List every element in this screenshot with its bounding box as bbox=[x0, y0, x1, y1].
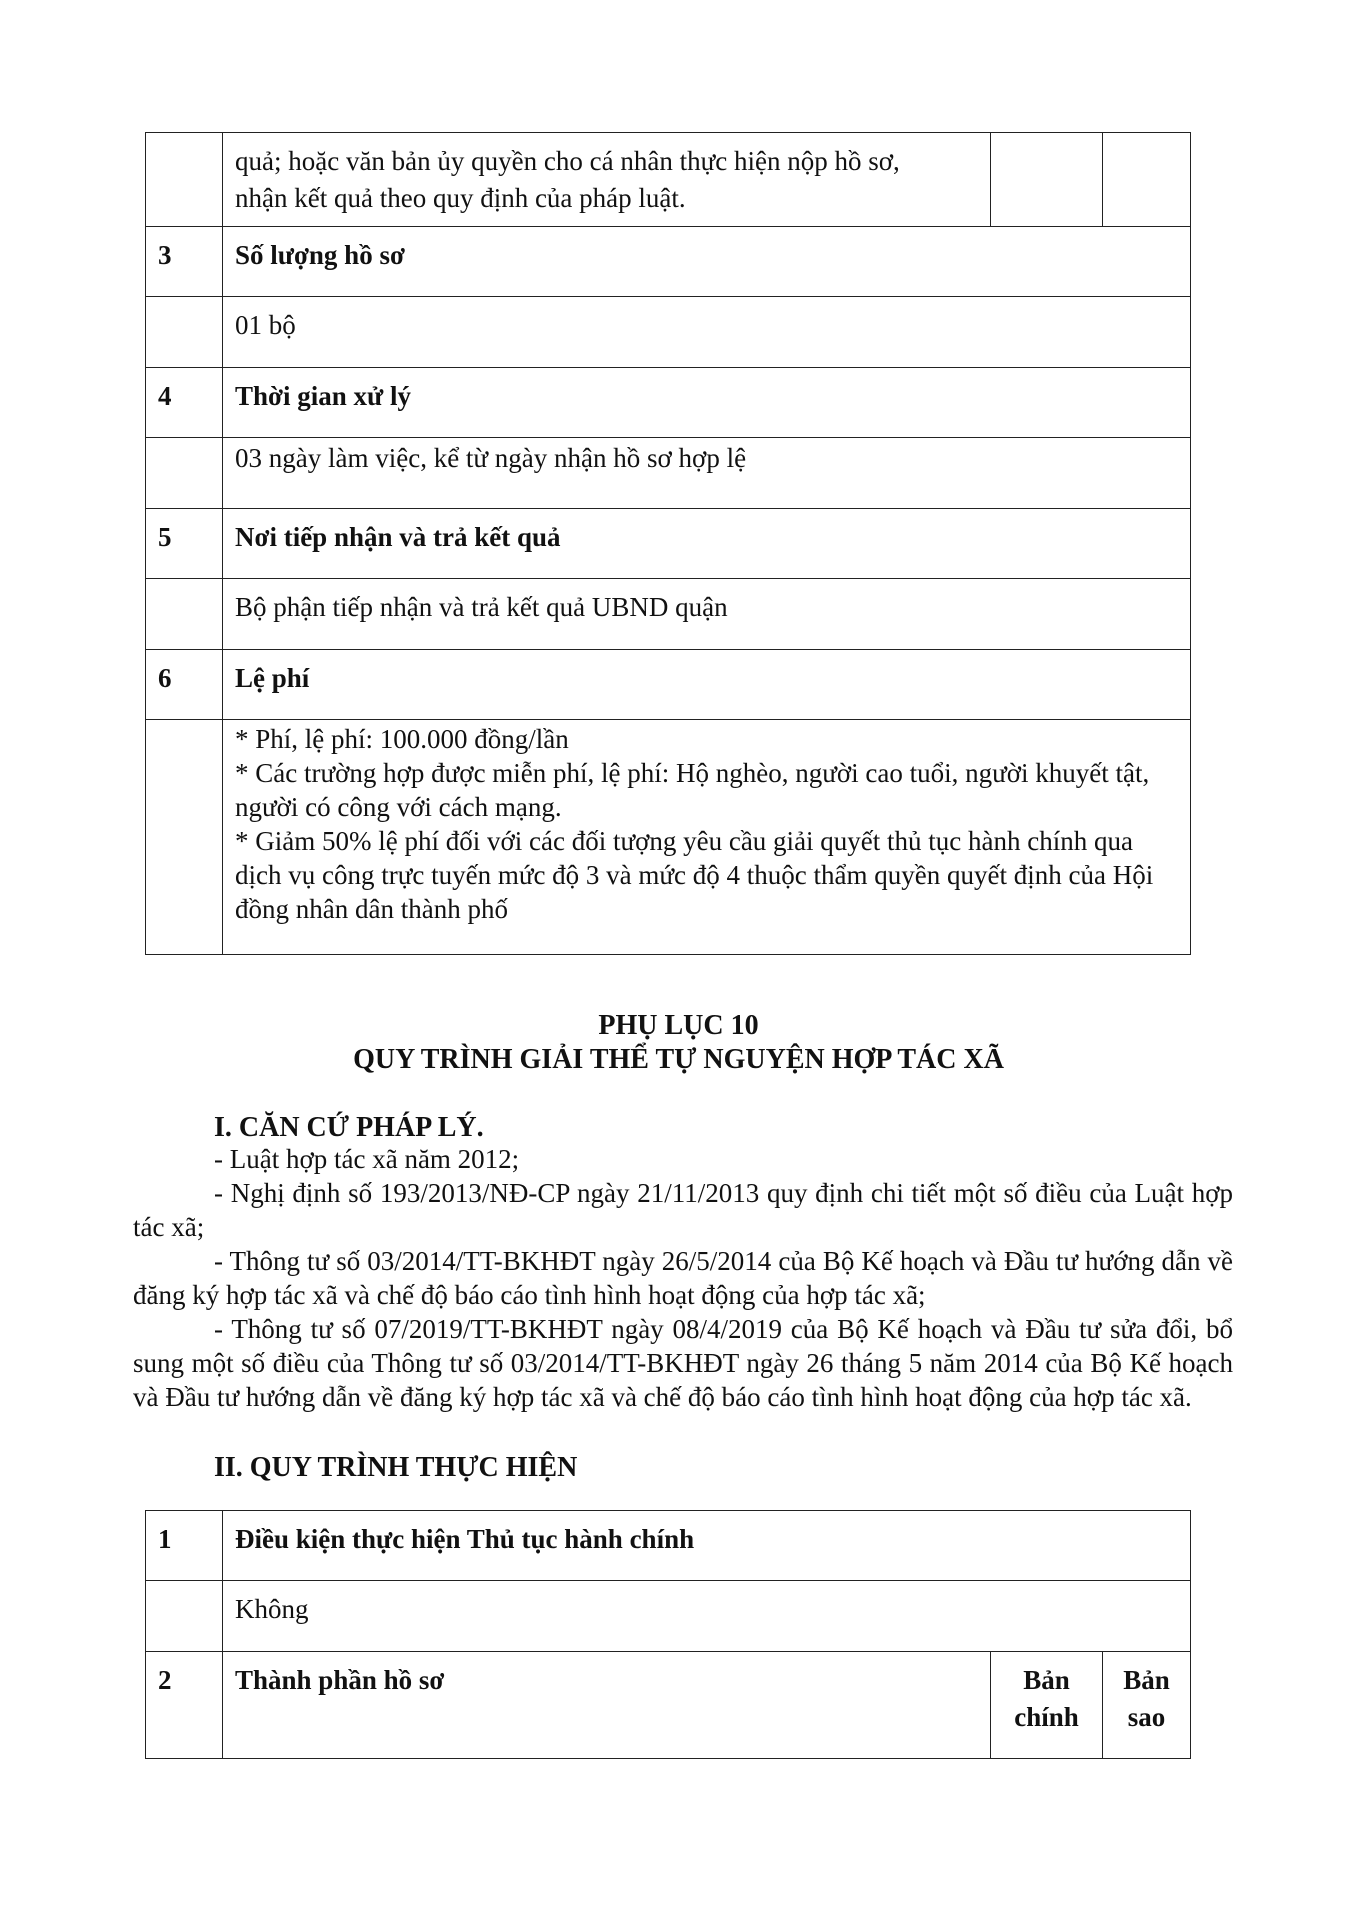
procedure-table-top bbox=[145, 132, 1191, 955]
legal-basis-item: - Thông tư số 03/2014/TT-BKHĐT ngày 26/5/2014 của Bộ Kế hoạch và Đầu tư hướng dẫn về đăng ký hợp tác xã và chế độ báo cáo tình hình hoạt động của hợp tác xã; bbox=[133, 1246, 1233, 1310]
fee-item: * Các trường hợp được miễn phí, lệ phí: Hộ nghèo, người cao tuổi, người khuyết tật, người có công với cách mạng. bbox=[235, 758, 1150, 822]
number-cell bbox=[146, 1581, 223, 1652]
section-number: 5 bbox=[146, 509, 223, 579]
table-row bbox=[146, 438, 1191, 509]
table-row bbox=[146, 1652, 1191, 1759]
number-cell bbox=[146, 297, 223, 368]
procedure-table-bottom bbox=[145, 1510, 1191, 1759]
section-heading: I. CĂN CỨ PHÁP LÝ. bbox=[214, 1112, 484, 1143]
copy-cell bbox=[1103, 133, 1191, 227]
section-content: 01 bộ bbox=[223, 297, 1191, 368]
appendix-subtitle: QUY TRÌNH GIẢI THỂ TỰ NGUYỆN HỢP TÁC XÃ bbox=[353, 1044, 1004, 1075]
legal-basis-item: - Luật hợp tác xã năm 2012; bbox=[214, 1144, 520, 1174]
table-row bbox=[146, 1581, 1191, 1652]
legal-basis-item: - Thông tư số 07/2019/TT-BKHĐT ngày 08/4/2019 của Bộ Kế hoạch và Đầu tư sửa đổi, bổ sung một số điều của Thông tư số 03/2014/TT-BKHĐT ngày 26 tháng 5 năm 2014 của Bộ Kế hoạch và Đầu tư hướng dẫn về đăng ký hợp tác xã và chế độ báo cáo tình hình hoạt động của hợp tác xã. bbox=[133, 1314, 1233, 1412]
table-row bbox=[146, 720, 1191, 955]
table-row bbox=[146, 1511, 1191, 1581]
table-row bbox=[146, 297, 1191, 368]
number-cell bbox=[146, 720, 223, 955]
table-row bbox=[146, 133, 1191, 227]
section-title: Thành phần hồ sơ bbox=[223, 1652, 991, 1759]
section-title: Điều kiện thực hiện Thủ tục hành chính bbox=[223, 1511, 1191, 1581]
content-line: nhận kết quả theo quy định của pháp luật. bbox=[235, 183, 686, 213]
section-number: 4 bbox=[146, 368, 223, 438]
fee-item: * Phí, lệ phí: 100.000 đồng/lần bbox=[235, 724, 569, 754]
legal-basis-item: - Nghị định số 193/2013/NĐ-CP ngày 21/11/2013 quy định chi tiết một số điều của Luật hợp tác xã; bbox=[133, 1178, 1233, 1242]
table-row bbox=[146, 227, 1191, 297]
section-heading: II. QUY TRÌNH THỰC HIỆN bbox=[214, 1452, 578, 1483]
content-line: quả; hoặc văn bản ủy quyền cho cá nhân thực hiện nộp hồ sơ, bbox=[235, 146, 900, 176]
table-row bbox=[146, 650, 1191, 720]
copy-header: Bản sao bbox=[1103, 1652, 1191, 1759]
table-row bbox=[146, 579, 1191, 650]
original-copy-cell bbox=[991, 133, 1103, 227]
section-number: 2 bbox=[146, 1652, 223, 1759]
section-title: Lệ phí bbox=[223, 650, 1191, 720]
section-title: Nơi tiếp nhận và trả kết quả bbox=[223, 509, 1191, 579]
section-number: 1 bbox=[146, 1511, 223, 1581]
section-number: 3 bbox=[146, 227, 223, 297]
section-title: Thời gian xử lý bbox=[223, 368, 1191, 438]
original-copy-header: Bản chính bbox=[991, 1652, 1103, 1759]
section-content: Không bbox=[223, 1581, 1191, 1652]
section-content: 03 ngày làm việc, kể từ ngày nhận hồ sơ hợp lệ bbox=[223, 438, 1191, 509]
section-number: 6 bbox=[146, 650, 223, 720]
fee-item: * Giảm 50% lệ phí đối với các đối tượng yêu cầu giải quyết thủ tục hành chính qua dịch vụ công trực tuyến mức độ 3 và mức độ 4 thuộc thẩm quyền quyết định của Hội đồng nhân dân thành phố bbox=[235, 826, 1154, 924]
number-cell bbox=[146, 438, 223, 509]
section-title: Số lượng hồ sơ bbox=[223, 227, 1191, 297]
table-row bbox=[146, 368, 1191, 438]
number-cell bbox=[146, 133, 223, 227]
section-content: Bộ phận tiếp nhận và trả kết quả UBND quận bbox=[223, 579, 1191, 650]
fee-list bbox=[223, 720, 1191, 955]
content-cell bbox=[223, 133, 991, 227]
legal-basis-list bbox=[133, 1142, 1233, 1414]
number-cell bbox=[146, 579, 223, 650]
appendix-title: PHỤ LỤC 10 bbox=[598, 1010, 759, 1041]
table-row bbox=[146, 509, 1191, 579]
